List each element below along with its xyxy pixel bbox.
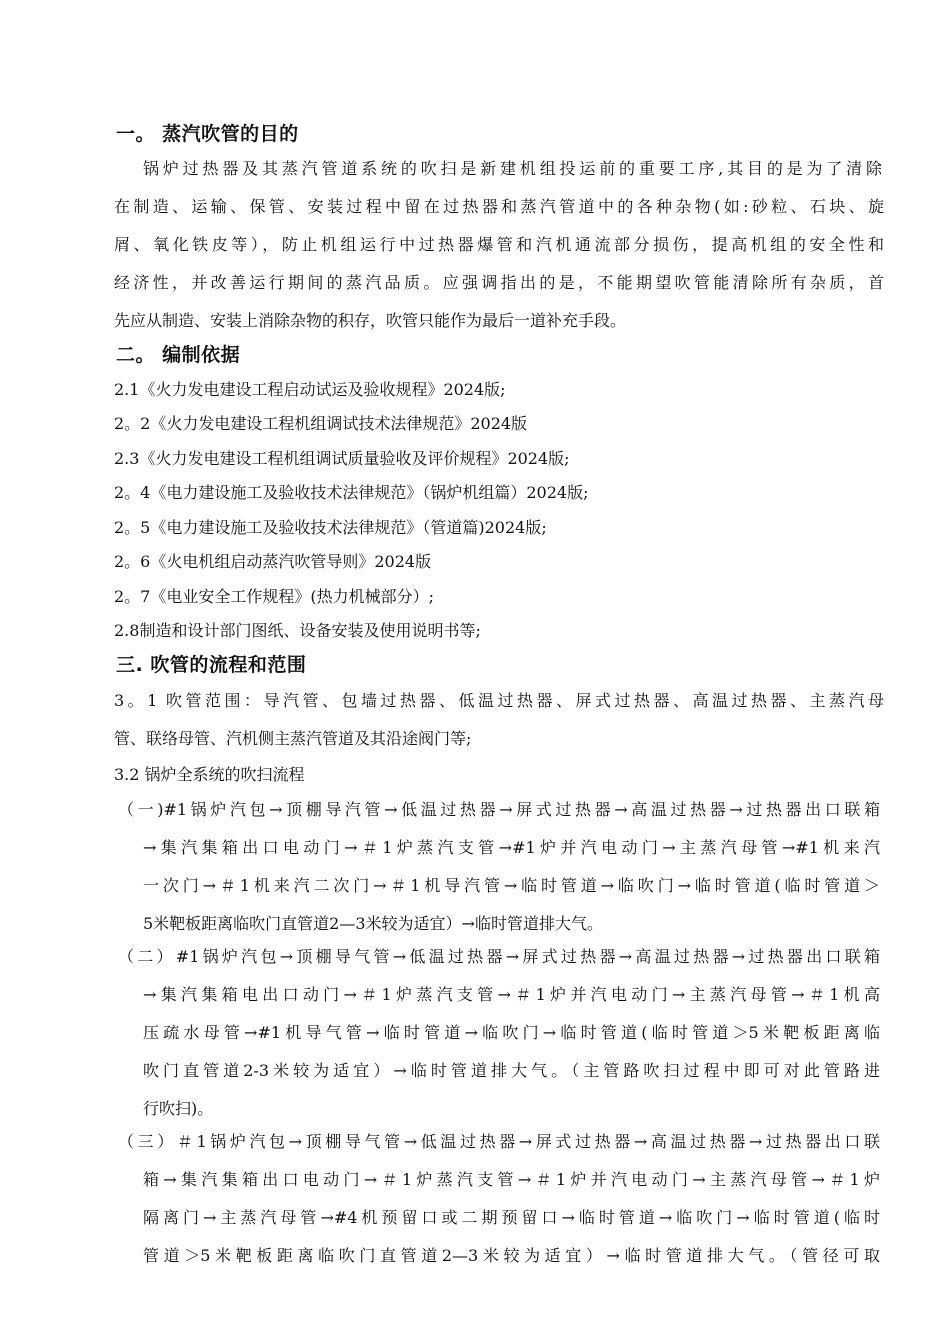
flow-2-line: （二）#1锅炉汽包→顶棚导气管→低温过热器→屏式过热器→高温过热器→过热器出口联箱 [118,947,880,966]
reference-item: 2。7《电业安全工作规程》(热力机械部分）; [114,587,434,606]
flow-1-line: （一)#1锅炉汽包→顶棚导汽管→低温过热器→屏式过热器→高温过热器→过热器出口联箱 [118,800,880,819]
flow-1-line: →集汽集箱出口电动门→＃1炉蒸汽支管→#1炉并汽电动门→主蒸汽母管→#1机来汽 [143,838,880,857]
reference-item: 2。6《火电机组启动蒸汽吹管导则》2024版 [114,552,432,571]
section-1-paragraph-line: 锅炉过热器及其蒸汽管道系统的吹扫是新建机组投运前的重要工序,其目的是为了清除 [143,159,882,178]
flow-2-line: 吹门直管道2-3米较为适宜）→临时管道排大气。（主管路吹扫过程中即可对此管路进 [143,1061,880,1080]
reference-item: 2。2《火力发电建设工程机组调试技术法律规范》2024版 [114,414,528,433]
section-1-paragraph-line: 在制造、运输、保管、安装过程中留在过热器和蒸汽管道中的各种杂物(如:砂粒、石块、旋 [114,197,884,216]
flow-2-line: 压疏水母管→#1机导气管→临时管道→临吹门→临时管道(临时管道＞5米靶板距离临 [143,1023,880,1042]
section-1-paragraph-line: 屑、氧化铁皮等），防止机组运行中过热器爆管和汽机通流部分损伤，提高机组的安全性和 [114,235,884,254]
flow-subheading: 3.2 锅炉全系统的吹扫流程 [114,765,305,784]
flow-1-line: 5米靶板距离临吹门直管道2—3米较为适宜）→临时管道排大气。 [143,914,603,933]
reference-item: 2。4《电力建设施工及验收技术法律规范》（锅炉机组篇）2024版; [114,483,589,502]
section-1-heading: 一。 蒸汽吹管的目的 [116,123,299,145]
reference-item: 2。5《电力建设施工及验收技术法律规范》（管道篇)2024版; [114,518,547,537]
reference-item: 2.8制造和设计部门图纸、设备安装及使用说明书等; [114,621,481,640]
flow-1-line: 一次门→＃1机来汽二次门→＃1机导汽管→临时管道→临吹门→临时管道(临时管道＞ [143,876,880,895]
reference-item: 2.3《火力发电建设工程机组调试质量验收及评价规程》2024版; [114,449,570,468]
reference-item: 2.1《火力发电建设工程启动试运及验收规程》2024版; [114,380,506,399]
scope-line: 管、联络母管、汽机侧主蒸汽管道及其沿途阀门等; [114,729,472,748]
flow-2-line: →集汽集箱电出口动门→＃1炉蒸汽支管→＃1炉并汽电动门→主蒸汽母管→＃1机高 [143,985,880,1004]
flow-2-line: 行吹扫)。 [143,1099,214,1118]
section-1-paragraph-line: 先应从制造、安装上消除杂物的积存，吹管只能作为最后一道补充手段。 [114,311,627,330]
section-1-paragraph-line: 经济性，并改善运行期间的蒸汽品质。应强调指出的是，不能期望吹管能清除所有杂质，首 [114,273,884,292]
flow-3-line: 箱→集汽集箱出口电动门→＃1炉蒸汽支管→＃1炉并汽电动门→主蒸汽母管→＃1炉 [143,1170,880,1189]
flow-3-line: 管道＞5米靶板距离临吹门直管道2—3米较为适宜）→临时管道排大气。（管径可取 [143,1246,880,1265]
flow-3-line: 隔离门→主蒸汽母管→#4机预留口或二期预留口→临时管道→临吹门→临时管道(临时 [143,1208,880,1227]
flow-3-line: （三）＃1锅炉汽包→顶棚导气管→低温过热器→屏式过热器→高温过热器→过热器出口联 [118,1132,880,1151]
scope-line: 3。1 吹管范围：导汽管、包墙过热器、低温过热器、屏式过热器、高温过热器、主蒸汽母 [114,691,884,710]
section-3-heading: 三. 吹管的流程和范围 [116,654,307,676]
section-2-heading: 二。 编制依据 [116,344,241,366]
